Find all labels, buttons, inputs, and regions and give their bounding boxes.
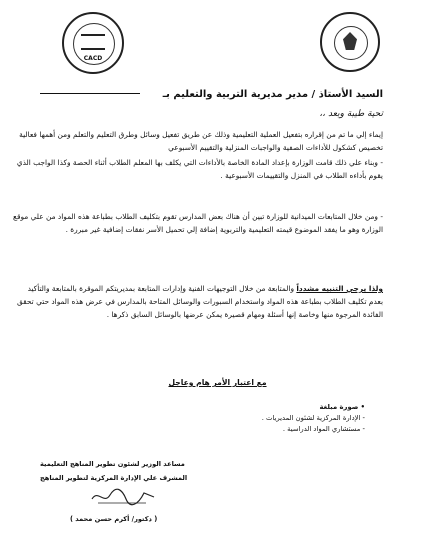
- paragraph-1: إيماء إلي ما تم من إقراره بتفعيل العملية التعليمية وذلك عن طريق تفعيل وسائل وطرق التعليم والتعلم ومن أهمها فعالية تخصيص كشكول للأداءات الصفية والواجبات المنزلية والتقييم الأسبوعي: [19, 130, 383, 152]
- paragraph-4-text: والمتابعة من خلال التوجيهات الفنية وإدارات المتابعة بمديريتكم الموقرة بالمتابعة والتأكيد بعدم تكليف الطلاب بطباعة هذه المواد واستخدام السبورات والوسائل المتاحة بالمدارس في عرض هذه المواد حتي تحقق الفائدة المرجوة منها وخاصة إنها أسئلة ومهام قصيرة يمكن عرضها بالوسائل السابق ذكرها .: [16, 284, 383, 319]
- signatory-name: ( دكتور/ أكرم حسن محمد ): [70, 515, 158, 523]
- ministry-seal: [320, 12, 380, 72]
- copies-heading-text: صورة مبلغة: [319, 403, 359, 411]
- paragraph-4-lead: ولذا يرجي التنبيه مشدداً: [296, 284, 383, 293]
- copies-item-text: مستشاري المواد الدراسية .: [282, 425, 361, 433]
- cacd-logo: [62, 12, 124, 74]
- bullet: -: [377, 212, 383, 221]
- copies-item: - مستشاري المواد الدراسية .: [282, 425, 365, 433]
- copies-item-text: الإدارة المركزية لشئون المديريات .: [261, 414, 361, 422]
- signature-title-2: المشرف علي الإدارة المركزية لتطوير المناهج: [40, 474, 188, 482]
- closing-line: مع اعتبار الأمر هام وعاجل: [168, 378, 267, 387]
- greeting: تحية طيبة وبعد ،،: [319, 109, 383, 119]
- paragraph-3: [13, 210, 383, 236]
- copies-heading: • صورة مبلغة: [319, 403, 365, 411]
- bullet: -: [377, 158, 383, 167]
- copies-item: - الإدارة المركزية لشئون المديريات .: [261, 414, 365, 422]
- addressee-line: السيد الأستاذ / مدير مديرية التربية والتعليم بـ: [162, 89, 383, 100]
- paragraph-3-text: ومن خلال المتابعات الميدانية للوزارة تبين أن هناك بعض المدارس تقوم بتكليف الطلاب بطباعة هذه المواد من علي موقع الوزارة وهو ما يفقد الموضوع قيمته التعليمية والتربوية إضافة إلي تحميل الأسر نفقات إضافية غير مبررة .: [13, 212, 383, 234]
- copies-list: [165, 402, 365, 435]
- signature-title-1: مساعد الوزير لشئون تطوير المناهج التعليمية: [40, 460, 185, 468]
- paragraph-2: [13, 156, 383, 182]
- handwritten-signature: [88, 485, 158, 507]
- book-icon: [81, 34, 105, 50]
- paragraph-4: [13, 282, 383, 321]
- paragraph-2-text: وبناء علي ذلك قامت الوزارة بإعداد المادة الخاصة بالأداءات التي يكلف بها المعلم الطلاب أثناء الحصة وكذا الواجب الذي يقوم بأداءه الطلاب في المنزل والتقييمات الأسبوعية .: [16, 158, 383, 180]
- addressee-underline: [40, 93, 140, 94]
- logo-caption: CACD: [83, 55, 103, 62]
